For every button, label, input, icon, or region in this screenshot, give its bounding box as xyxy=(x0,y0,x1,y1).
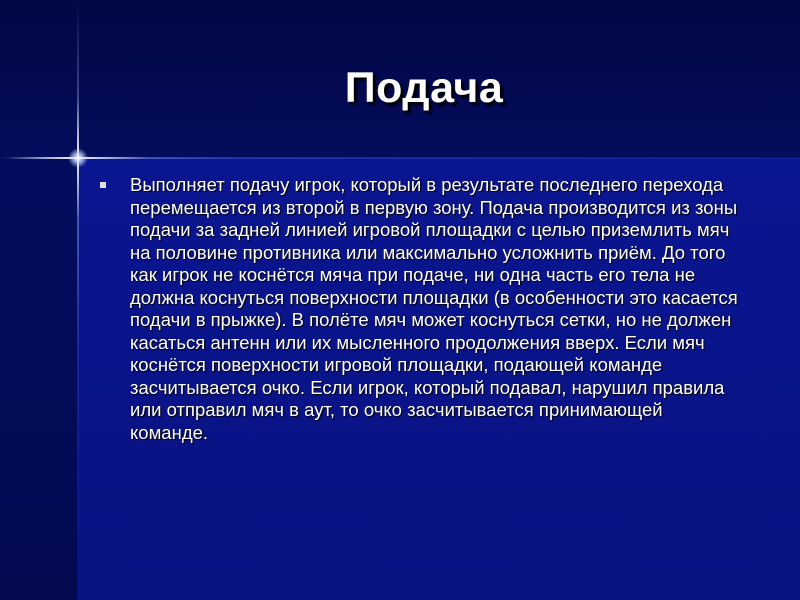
bullet-list-item xyxy=(100,174,740,444)
bullet-text: Выполняет подачу игрок, который в результате последнего перехода перемещается из второй в первую зону. Подача производится из зоны подачи за задней линией игровой площадки с целью приземлить мяч на половине противника или максимально усложнить приём. До того как игрок не коснётся мяча при подаче, ни одна часть его тела не должна коснуться поверхности площадки (в особенности это касается подачи в прыжке). В полёте мяч может коснуться сетки, но не должен касаться антенн или их мысленного продолжения вверх. Если мяч коснётся поверхности игровой площадки, подающей команде засчитывается очко. Если игрок, который подавал, нарушил правила или отправил мяч в аут, то очко засчитывается принимающей команде. xyxy=(130,174,738,443)
square-bullet-icon xyxy=(100,182,106,188)
slide-content xyxy=(100,174,740,444)
slide-title: Подача xyxy=(344,64,504,112)
star-core xyxy=(68,148,88,168)
left-margin-background xyxy=(0,158,78,600)
